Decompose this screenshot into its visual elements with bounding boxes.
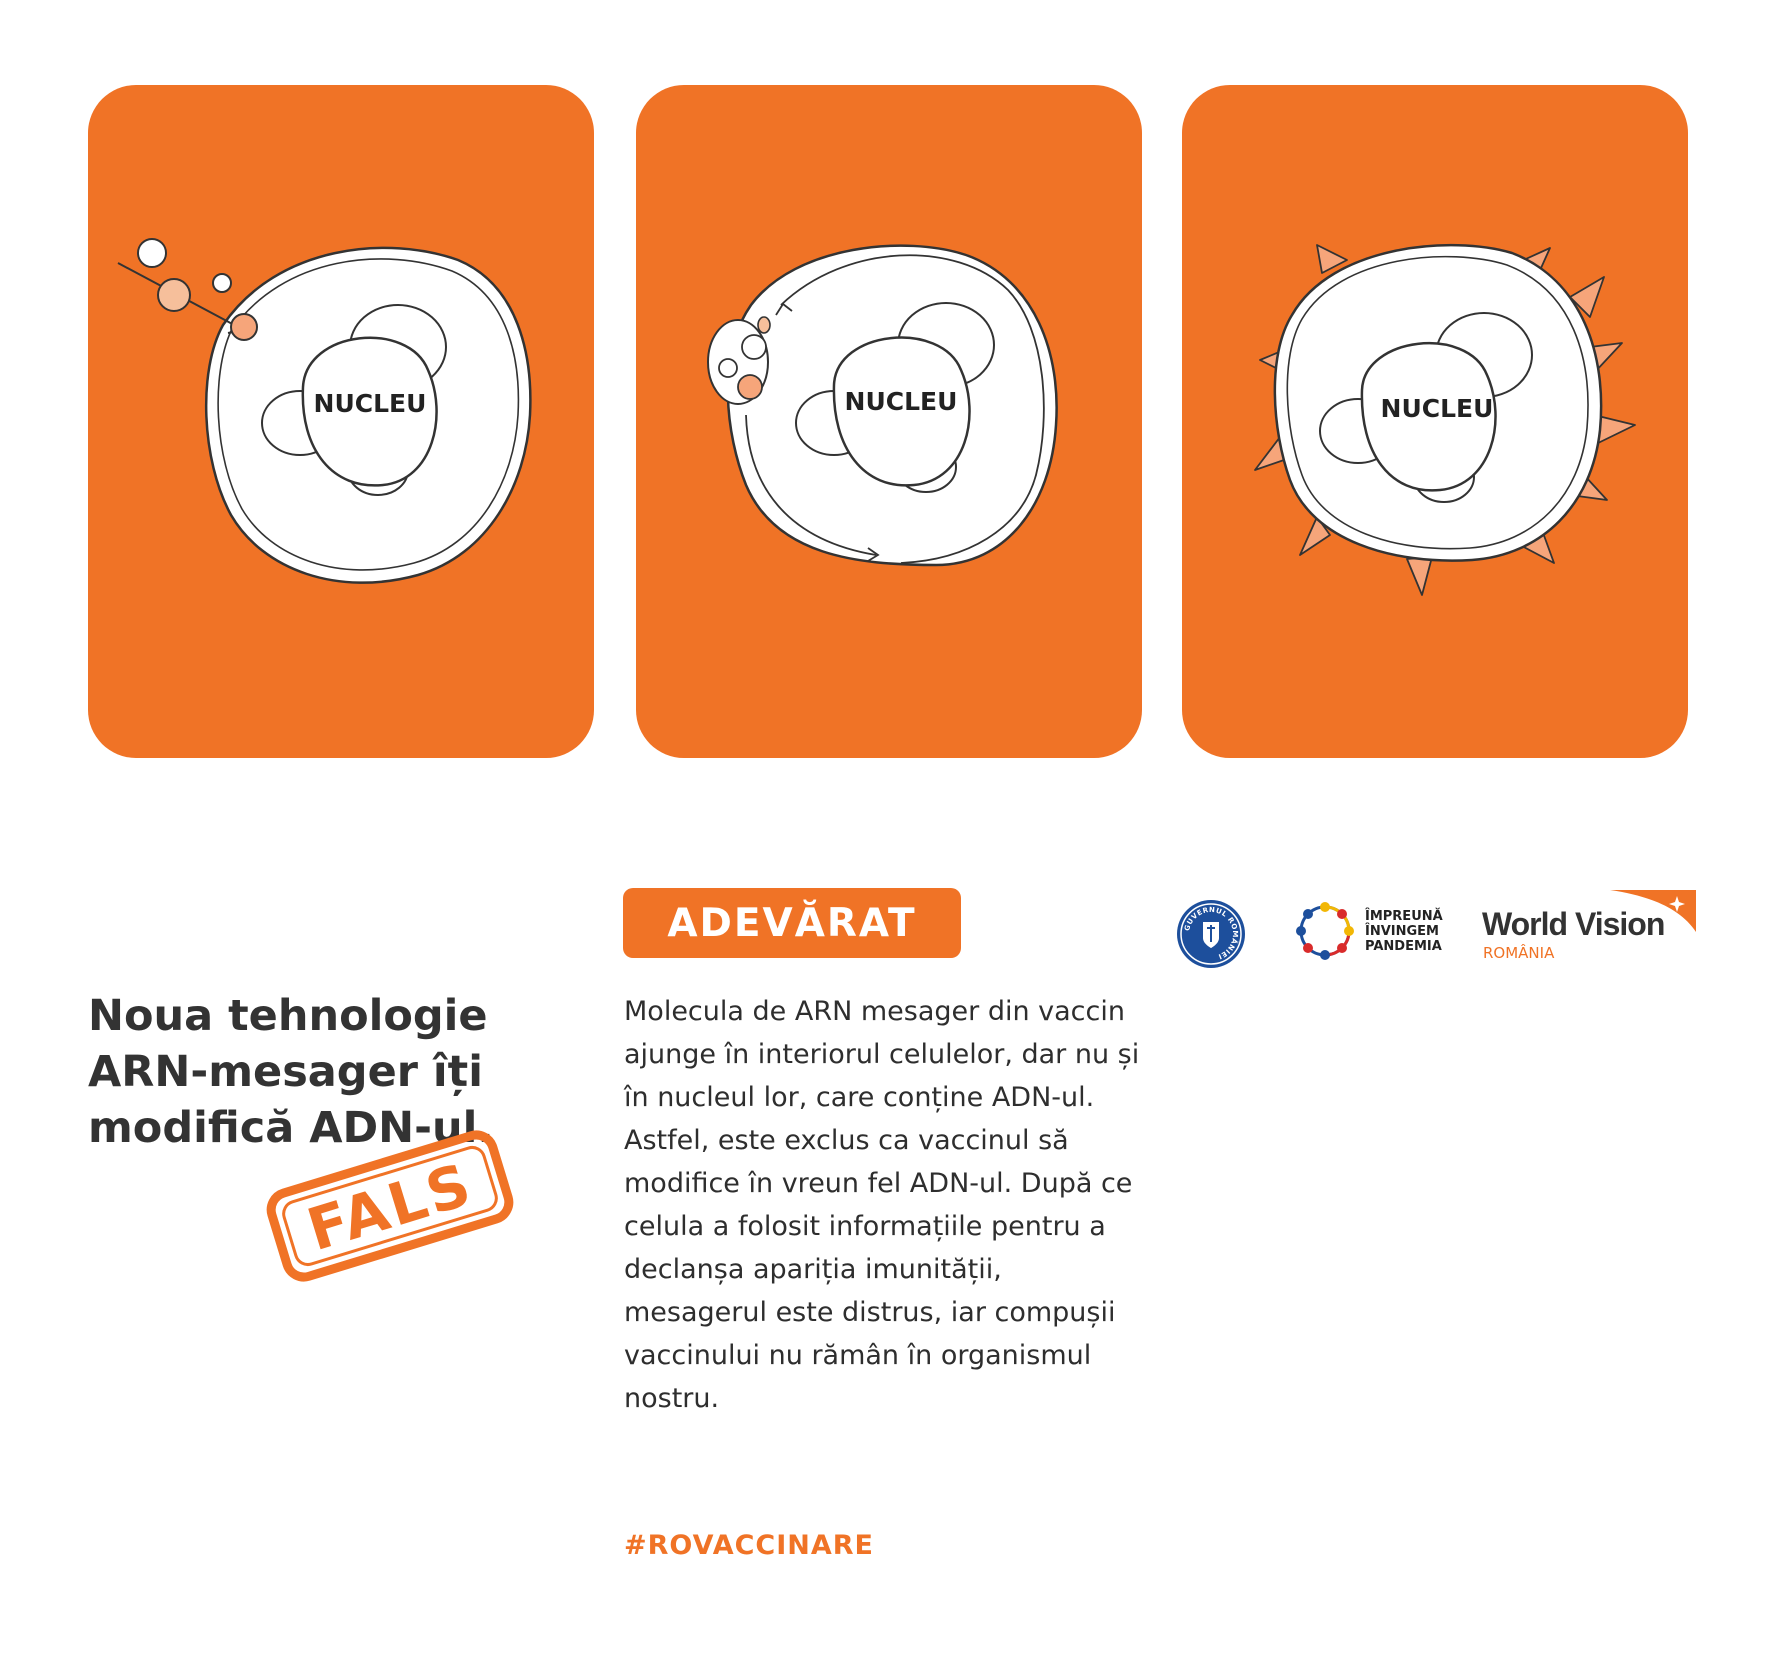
hashtag: #ROVACCINARE xyxy=(624,1530,875,1561)
partner-line: ÎNVINGEM xyxy=(1365,924,1439,939)
cell-immunity-illustration xyxy=(1182,85,1688,758)
mrna-particle xyxy=(231,314,257,340)
world-vision-logo xyxy=(1480,890,1700,960)
world-vision-name: World Vision xyxy=(1482,906,1665,942)
mrna-particle xyxy=(738,375,762,399)
partner-line: ÎMPREUNĂ xyxy=(1365,909,1443,924)
myth-headline-line: Noua tehnologie xyxy=(88,991,488,1041)
nucleus-label: NUCLEU xyxy=(844,387,958,416)
world-vision-country: ROMÂNIA xyxy=(1483,944,1555,962)
cell-entry-illustration xyxy=(88,85,594,758)
mrna-particle xyxy=(719,359,737,377)
impreuna-invingem-text xyxy=(1365,909,1443,954)
myth-headline xyxy=(88,988,558,1156)
government-seal-text: GUVERNUL ROMÂNIEI xyxy=(1183,905,1240,961)
myth-headline-line: modifică ADN-ul. xyxy=(88,1103,494,1153)
illustration-panel-immunity xyxy=(1182,85,1688,758)
mrna-particle xyxy=(158,279,190,311)
true-badge: ADEVĂRAT xyxy=(623,888,961,958)
cell-inside-illustration xyxy=(636,85,1142,758)
nucleus-label: NUCLEU xyxy=(1380,394,1494,423)
government-seal-logo xyxy=(1175,898,1247,970)
nucleus-label: NUCLEU xyxy=(313,389,427,418)
mrna-particle xyxy=(742,335,766,359)
partner-line: PANDEMIA xyxy=(1365,939,1442,954)
explanation-text: Molecula de ARN mesager din vaccin ajunge în interiorul celulelor, dar nu și în nucleul lor, care conține ADN-ul. Astfel, este exclus ca vaccinul să modifice în vreun fel ADN-ul. După ce celula a folosit informațiile pentru a declanșa apariția imunității, mesagerul este distrus, iar compușii vaccinului nu rămân în organismul nostru. xyxy=(624,996,1140,1414)
mrna-particle xyxy=(138,239,166,267)
mrna-particle xyxy=(213,274,231,292)
impreuna-invingem-logo xyxy=(1292,898,1358,964)
false-stamp-text: FALS xyxy=(299,1149,481,1265)
illustration-panel-inside xyxy=(636,85,1142,758)
mrna-particle xyxy=(758,317,770,333)
illustration-panel-entry xyxy=(88,85,594,758)
myth-headline-line: ARN-mesager îți xyxy=(88,1047,483,1097)
